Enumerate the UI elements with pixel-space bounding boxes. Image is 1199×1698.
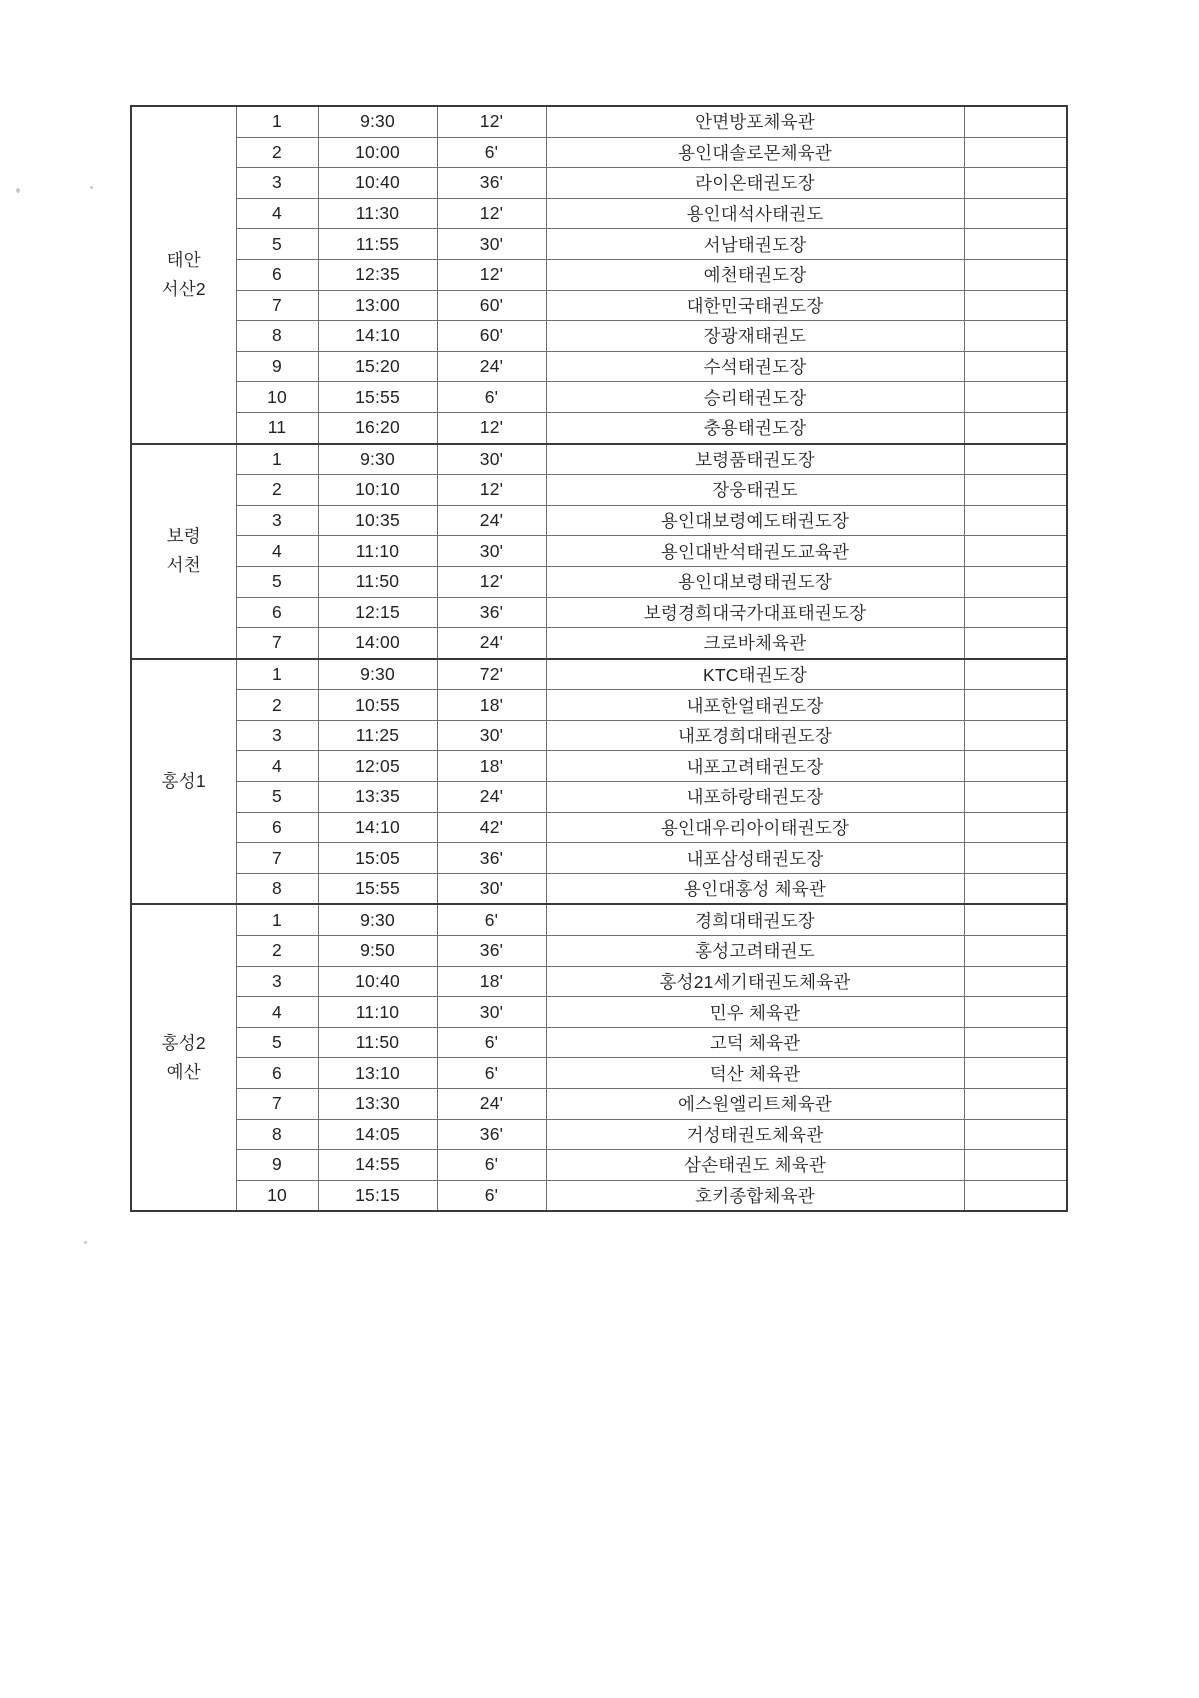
start-time-cell: 13:30 bbox=[318, 1089, 437, 1120]
row-number-cell: 4 bbox=[236, 536, 318, 567]
duration-cell: 36' bbox=[437, 1119, 546, 1150]
note-cell bbox=[964, 1089, 1067, 1120]
duration-cell: 18' bbox=[437, 690, 546, 721]
duration-cell: 30' bbox=[437, 536, 546, 567]
venue-name-cell: 민우 체육관 bbox=[546, 997, 964, 1028]
note-cell bbox=[964, 966, 1067, 997]
venue-name-cell: 에스원엘리트체육관 bbox=[546, 1089, 964, 1120]
duration-cell: 18' bbox=[437, 751, 546, 782]
duration-cell: 72' bbox=[437, 659, 546, 690]
row-number-cell: 8 bbox=[236, 321, 318, 352]
note-cell bbox=[964, 566, 1067, 597]
duration-cell: 18' bbox=[437, 966, 546, 997]
note-cell bbox=[964, 1058, 1067, 1089]
table-row bbox=[131, 137, 1067, 168]
note-cell bbox=[964, 229, 1067, 260]
start-time-cell: 9:30 bbox=[318, 106, 437, 137]
venue-name-cell: 용인대보령예도태권도장 bbox=[546, 505, 964, 536]
venue-name-cell: 대한민국태권도장 bbox=[546, 290, 964, 321]
note-cell bbox=[964, 628, 1067, 659]
duration-cell: 36' bbox=[437, 936, 546, 967]
venue-name-cell: 충용태권도장 bbox=[546, 412, 964, 443]
start-time-cell: 11:50 bbox=[318, 1027, 437, 1058]
row-number-cell: 5 bbox=[236, 229, 318, 260]
table-row bbox=[131, 1058, 1067, 1089]
venue-name-cell: 서남태권도장 bbox=[546, 229, 964, 260]
row-number-cell: 8 bbox=[236, 873, 318, 904]
duration-cell: 30' bbox=[437, 444, 546, 475]
table-row bbox=[131, 1150, 1067, 1181]
start-time-cell: 11:30 bbox=[318, 198, 437, 229]
duration-cell: 30' bbox=[437, 997, 546, 1028]
note-cell bbox=[964, 321, 1067, 352]
schedule-table-body bbox=[131, 106, 1067, 1211]
start-time-cell: 9:50 bbox=[318, 936, 437, 967]
duration-cell: 36' bbox=[437, 597, 546, 628]
row-number-cell: 10 bbox=[236, 1180, 318, 1211]
table-row bbox=[131, 1119, 1067, 1150]
venue-name-cell: 홍성고려태권도 bbox=[546, 936, 964, 967]
duration-cell: 12' bbox=[437, 259, 546, 290]
note-cell bbox=[964, 597, 1067, 628]
start-time-cell: 13:10 bbox=[318, 1058, 437, 1089]
start-time-cell: 14:10 bbox=[318, 812, 437, 843]
row-number-cell: 9 bbox=[236, 351, 318, 382]
venue-name-cell: 내포한얼태권도장 bbox=[546, 690, 964, 721]
row-number-cell: 2 bbox=[236, 137, 318, 168]
venue-name-cell: 경희대태권도장 bbox=[546, 904, 964, 935]
venue-name-cell: 용인대홍성 체육관 bbox=[546, 873, 964, 904]
start-time-cell: 9:30 bbox=[318, 444, 437, 475]
schedule-table-container bbox=[130, 105, 1066, 1212]
start-time-cell: 10:10 bbox=[318, 475, 437, 506]
start-time-cell: 11:55 bbox=[318, 229, 437, 260]
table-row bbox=[131, 782, 1067, 813]
venue-name-cell: 용인대우리아이태권도장 bbox=[546, 812, 964, 843]
row-number-cell: 2 bbox=[236, 475, 318, 506]
table-row bbox=[131, 751, 1067, 782]
venue-name-cell: 삼손태권도 체육관 bbox=[546, 1150, 964, 1181]
venue-name-cell: 내포고려태권도장 bbox=[546, 751, 964, 782]
venue-name-cell: 안면방포체육관 bbox=[546, 106, 964, 137]
venue-name-cell: 내포삼성태권도장 bbox=[546, 843, 964, 874]
start-time-cell: 14:00 bbox=[318, 628, 437, 659]
note-cell bbox=[964, 1180, 1067, 1211]
duration-cell: 6' bbox=[437, 1058, 546, 1089]
venue-name-cell: 내포하랑태권도장 bbox=[546, 782, 964, 813]
start-time-cell: 10:55 bbox=[318, 690, 437, 721]
table-row bbox=[131, 720, 1067, 751]
table-row bbox=[131, 628, 1067, 659]
note-cell bbox=[964, 843, 1067, 874]
duration-cell: 30' bbox=[437, 720, 546, 751]
row-number-cell: 4 bbox=[236, 198, 318, 229]
duration-cell: 30' bbox=[437, 873, 546, 904]
table-row bbox=[131, 936, 1067, 967]
row-number-cell: 5 bbox=[236, 566, 318, 597]
note-cell bbox=[964, 812, 1067, 843]
table-row bbox=[131, 475, 1067, 506]
start-time-cell: 14:10 bbox=[318, 321, 437, 352]
duration-cell: 24' bbox=[437, 628, 546, 659]
venue-name-cell: 덕산 체육관 bbox=[546, 1058, 964, 1089]
venue-name-cell: 수석태권도장 bbox=[546, 351, 964, 382]
table-row bbox=[131, 812, 1067, 843]
duration-cell: 30' bbox=[437, 229, 546, 260]
start-time-cell: 14:55 bbox=[318, 1150, 437, 1181]
start-time-cell: 10:35 bbox=[318, 505, 437, 536]
row-number-cell: 1 bbox=[236, 659, 318, 690]
start-time-cell: 11:10 bbox=[318, 997, 437, 1028]
table-row bbox=[131, 290, 1067, 321]
row-number-cell: 7 bbox=[236, 628, 318, 659]
start-time-cell: 15:20 bbox=[318, 351, 437, 382]
table-row bbox=[131, 597, 1067, 628]
note-cell bbox=[964, 475, 1067, 506]
duration-cell: 6' bbox=[437, 1150, 546, 1181]
note-cell bbox=[964, 1150, 1067, 1181]
start-time-cell: 12:35 bbox=[318, 259, 437, 290]
duration-cell: 6' bbox=[437, 904, 546, 935]
start-time-cell: 12:05 bbox=[318, 751, 437, 782]
table-row bbox=[131, 168, 1067, 199]
row-number-cell: 7 bbox=[236, 843, 318, 874]
duration-cell: 36' bbox=[437, 168, 546, 199]
group-label-cell bbox=[131, 444, 236, 659]
scan-speckle bbox=[84, 1241, 87, 1244]
note-cell bbox=[964, 351, 1067, 382]
venue-name-cell: 용인대솔로몬체육관 bbox=[546, 137, 964, 168]
table-row bbox=[131, 659, 1067, 690]
group-label-cell bbox=[131, 106, 236, 444]
start-time-cell: 13:35 bbox=[318, 782, 437, 813]
start-time-cell: 13:00 bbox=[318, 290, 437, 321]
group-label-line: 서산2 bbox=[161, 278, 206, 299]
start-time-cell: 11:50 bbox=[318, 566, 437, 597]
row-number-cell: 11 bbox=[236, 412, 318, 443]
duration-cell: 6' bbox=[437, 382, 546, 413]
duration-cell: 12' bbox=[437, 566, 546, 597]
row-number-cell: 8 bbox=[236, 1119, 318, 1150]
venue-name-cell: 용인대반석태권도교육관 bbox=[546, 536, 964, 567]
schedule-table bbox=[130, 105, 1068, 1212]
note-cell bbox=[964, 168, 1067, 199]
row-number-cell: 6 bbox=[236, 597, 318, 628]
start-time-cell: 11:25 bbox=[318, 720, 437, 751]
table-row bbox=[131, 1027, 1067, 1058]
row-number-cell: 6 bbox=[236, 259, 318, 290]
duration-cell: 12' bbox=[437, 106, 546, 137]
note-cell bbox=[964, 751, 1067, 782]
row-number-cell: 1 bbox=[236, 444, 318, 475]
venue-name-cell: 크로바체육관 bbox=[546, 628, 964, 659]
venue-name-cell: 고덕 체육관 bbox=[546, 1027, 964, 1058]
venue-name-cell: 거성태권도체육관 bbox=[546, 1119, 964, 1150]
row-number-cell: 1 bbox=[236, 106, 318, 137]
start-time-cell: 15:55 bbox=[318, 382, 437, 413]
venue-name-cell: 용인대석사태권도 bbox=[546, 198, 964, 229]
duration-cell: 6' bbox=[437, 1180, 546, 1211]
row-number-cell: 3 bbox=[236, 505, 318, 536]
table-row bbox=[131, 321, 1067, 352]
note-cell bbox=[964, 505, 1067, 536]
note-cell bbox=[964, 536, 1067, 567]
venue-name-cell: 호키종합체육관 bbox=[546, 1180, 964, 1211]
start-time-cell: 16:20 bbox=[318, 412, 437, 443]
note-cell bbox=[964, 782, 1067, 813]
note-cell bbox=[964, 382, 1067, 413]
venue-name-cell: 라이온태권도장 bbox=[546, 168, 964, 199]
scan-speckle bbox=[16, 188, 20, 193]
start-time-cell: 9:30 bbox=[318, 904, 437, 935]
table-row bbox=[131, 259, 1067, 290]
duration-cell: 12' bbox=[437, 475, 546, 506]
duration-cell: 12' bbox=[437, 198, 546, 229]
row-number-cell: 3 bbox=[236, 966, 318, 997]
start-time-cell: 9:30 bbox=[318, 659, 437, 690]
venue-name-cell: 내포경희대태권도장 bbox=[546, 720, 964, 751]
venue-name-cell: 보령경희대국가대표태권도장 bbox=[546, 597, 964, 628]
venue-name-cell: KTC태권도장 bbox=[546, 659, 964, 690]
group-label-line: 홍성2 bbox=[161, 1033, 206, 1054]
row-number-cell: 5 bbox=[236, 782, 318, 813]
duration-cell: 24' bbox=[437, 1089, 546, 1120]
table-row bbox=[131, 690, 1067, 721]
start-time-cell: 14:05 bbox=[318, 1119, 437, 1150]
table-row bbox=[131, 198, 1067, 229]
start-time-cell: 15:05 bbox=[318, 843, 437, 874]
note-cell bbox=[964, 1027, 1067, 1058]
note-cell bbox=[964, 290, 1067, 321]
table-row bbox=[131, 382, 1067, 413]
table-row bbox=[131, 566, 1067, 597]
table-row bbox=[131, 229, 1067, 260]
start-time-cell: 10:40 bbox=[318, 966, 437, 997]
note-cell bbox=[964, 198, 1067, 229]
table-row bbox=[131, 536, 1067, 567]
group-label-line: 태안 bbox=[166, 249, 201, 270]
duration-cell: 24' bbox=[437, 351, 546, 382]
note-cell bbox=[964, 904, 1067, 935]
duration-cell: 12' bbox=[437, 412, 546, 443]
start-time-cell: 10:40 bbox=[318, 168, 437, 199]
table-row bbox=[131, 997, 1067, 1028]
duration-cell: 36' bbox=[437, 843, 546, 874]
duration-cell: 6' bbox=[437, 1027, 546, 1058]
row-number-cell: 6 bbox=[236, 1058, 318, 1089]
note-cell bbox=[964, 444, 1067, 475]
row-number-cell: 2 bbox=[236, 690, 318, 721]
table-row bbox=[131, 873, 1067, 904]
group-label-cell bbox=[131, 904, 236, 1211]
note-cell bbox=[964, 259, 1067, 290]
note-cell bbox=[964, 412, 1067, 443]
venue-name-cell: 승리태권도장 bbox=[546, 382, 964, 413]
table-row bbox=[131, 106, 1067, 137]
note-cell bbox=[964, 1119, 1067, 1150]
start-time-cell: 11:10 bbox=[318, 536, 437, 567]
table-row bbox=[131, 412, 1067, 443]
group-label-line: 보령 bbox=[166, 526, 201, 547]
row-number-cell: 6 bbox=[236, 812, 318, 843]
row-number-cell: 3 bbox=[236, 168, 318, 199]
note-cell bbox=[964, 690, 1067, 721]
row-number-cell: 4 bbox=[236, 751, 318, 782]
row-number-cell: 7 bbox=[236, 1089, 318, 1120]
table-row bbox=[131, 1180, 1067, 1211]
note-cell bbox=[964, 659, 1067, 690]
start-time-cell: 12:15 bbox=[318, 597, 437, 628]
start-time-cell: 15:55 bbox=[318, 873, 437, 904]
note-cell bbox=[964, 720, 1067, 751]
row-number-cell: 9 bbox=[236, 1150, 318, 1181]
row-number-cell: 3 bbox=[236, 720, 318, 751]
duration-cell: 60' bbox=[437, 290, 546, 321]
row-number-cell: 2 bbox=[236, 936, 318, 967]
note-cell bbox=[964, 997, 1067, 1028]
table-row bbox=[131, 444, 1067, 475]
row-number-cell: 4 bbox=[236, 997, 318, 1028]
table-row bbox=[131, 505, 1067, 536]
venue-name-cell: 장광재태권도 bbox=[546, 321, 964, 352]
table-row bbox=[131, 904, 1067, 935]
row-number-cell: 7 bbox=[236, 290, 318, 321]
venue-name-cell: 용인대보령태권도장 bbox=[546, 566, 964, 597]
venue-name-cell: 예천태권도장 bbox=[546, 259, 964, 290]
row-number-cell: 10 bbox=[236, 382, 318, 413]
duration-cell: 60' bbox=[437, 321, 546, 352]
note-cell bbox=[964, 106, 1067, 137]
note-cell bbox=[964, 873, 1067, 904]
venue-name-cell: 보령품태권도장 bbox=[546, 444, 964, 475]
start-time-cell: 15:15 bbox=[318, 1180, 437, 1211]
scan-speckle bbox=[90, 186, 93, 189]
venue-name-cell: 홍성21세기태권도체육관 bbox=[546, 966, 964, 997]
duration-cell: 42' bbox=[437, 812, 546, 843]
table-row bbox=[131, 843, 1067, 874]
group-label-line: 서천 bbox=[166, 555, 201, 576]
group-label-cell bbox=[131, 659, 236, 905]
venue-name-cell: 장웅태권도 bbox=[546, 475, 964, 506]
start-time-cell: 10:00 bbox=[318, 137, 437, 168]
table-row bbox=[131, 1089, 1067, 1120]
duration-cell: 24' bbox=[437, 782, 546, 813]
row-number-cell: 1 bbox=[236, 904, 318, 935]
duration-cell: 6' bbox=[437, 137, 546, 168]
duration-cell: 24' bbox=[437, 505, 546, 536]
group-label-line: 예산 bbox=[166, 1061, 201, 1082]
group-label-line: 홍성1 bbox=[161, 771, 206, 792]
table-row bbox=[131, 966, 1067, 997]
row-number-cell: 5 bbox=[236, 1027, 318, 1058]
note-cell bbox=[964, 936, 1067, 967]
note-cell bbox=[964, 137, 1067, 168]
table-row bbox=[131, 351, 1067, 382]
